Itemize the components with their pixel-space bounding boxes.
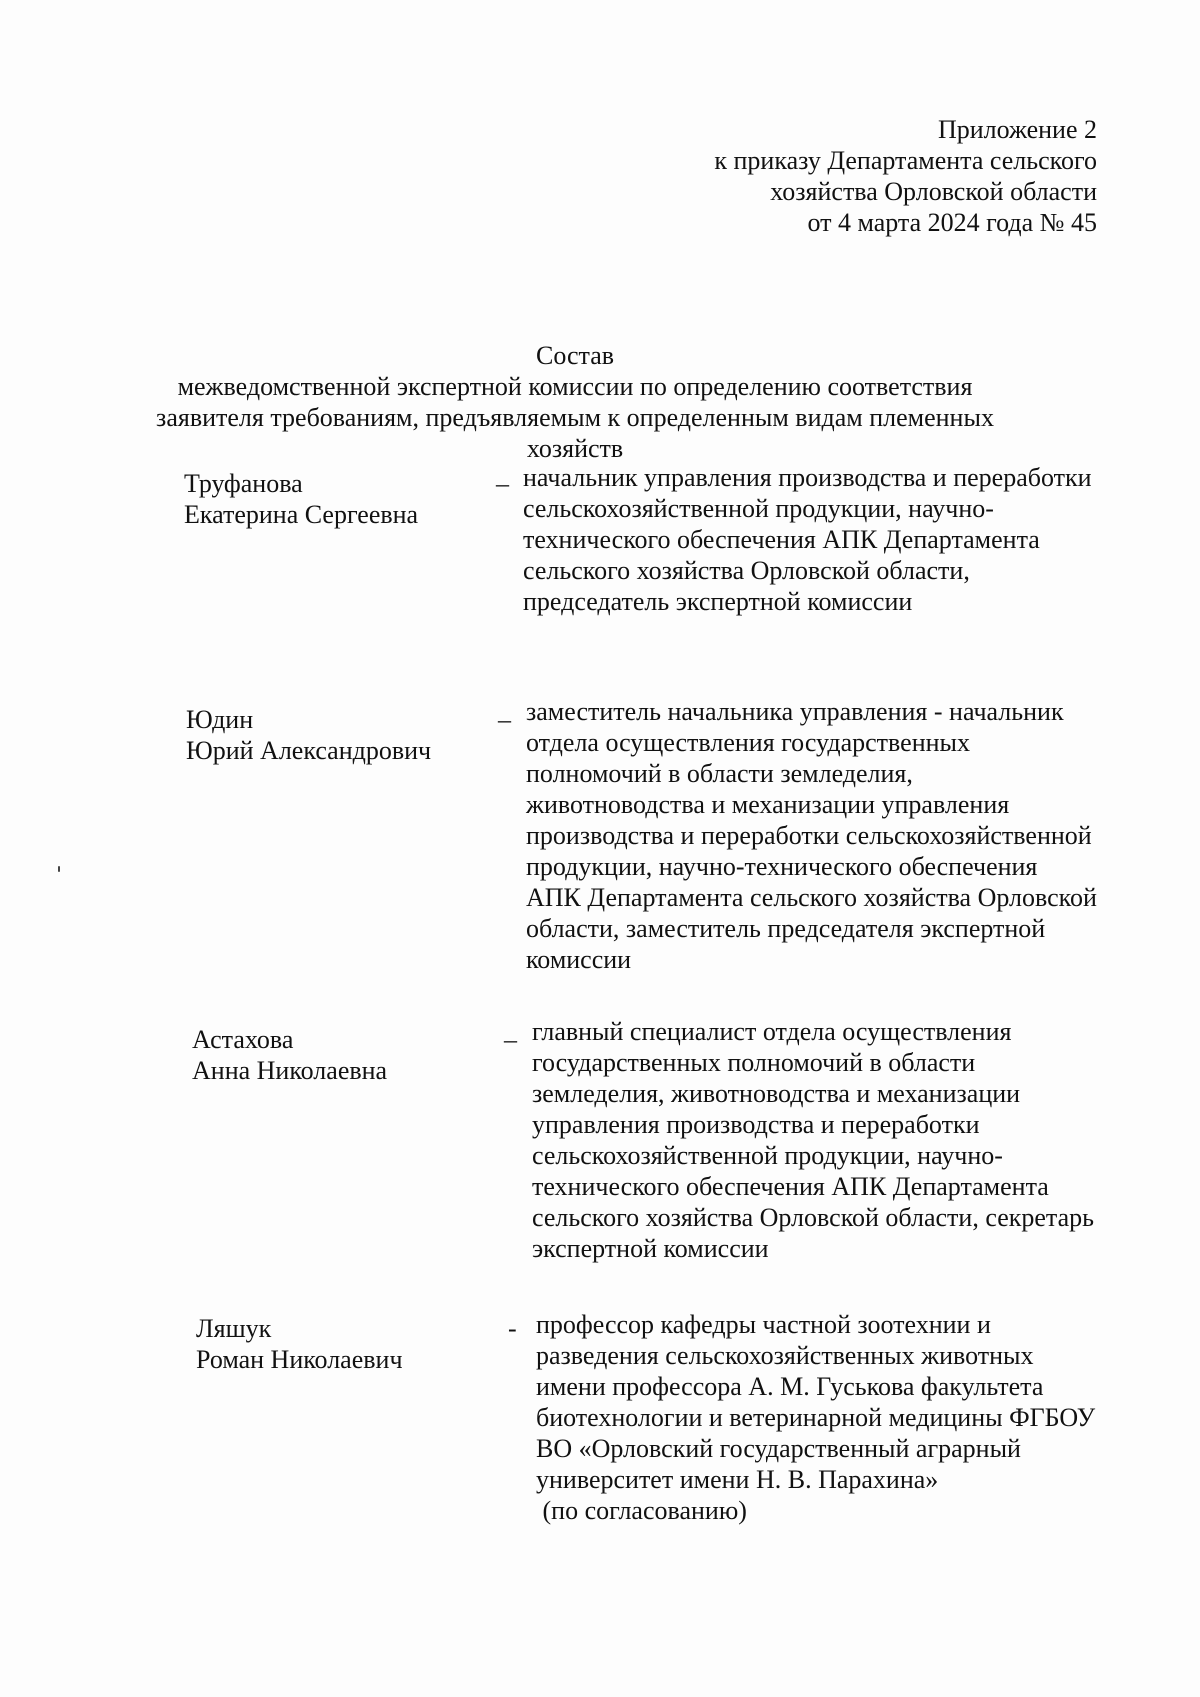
dash-separator: – <box>504 1025 517 1054</box>
header-line: Приложение 2 <box>937 115 1097 144</box>
scan-speck <box>58 866 60 872</box>
description-line: отдела осуществления государственных <box>526 728 971 757</box>
description-line: биотехнологии и ветеринарной медицины ФГБОУ <box>536 1403 1096 1432</box>
description-line: продукции, научно-технического обеспечения <box>526 852 1038 881</box>
member-surname: Труфанова <box>184 469 303 498</box>
description-line: земледелия, животноводства и механизации <box>532 1079 1021 1108</box>
description-line: начальник управления производства и переработки <box>523 463 1092 492</box>
description-line: заместитель начальника управления - начальник <box>526 697 1064 726</box>
member-given-name: Анна Николаевна <box>192 1056 388 1085</box>
title-line: Состав <box>535 341 615 370</box>
description-line: университет имени Н. В. Парахина» <box>536 1465 939 1494</box>
header-line: к приказу Департамента сельского <box>714 146 1097 175</box>
description-line: управления производства и переработки <box>532 1110 980 1139</box>
description-line: полномочий в области земледелия, <box>526 759 913 788</box>
description-line: технического обеспечения АПК Департамента <box>523 525 1040 554</box>
description-line: сельского хозяйства Орловской области, <box>523 556 970 585</box>
description-line: разведения сельскохозяйственных животных <box>536 1341 1034 1370</box>
description-line: председатель экспертной комиссии <box>523 587 913 616</box>
description-line: области, заместитель председателя экспертной <box>526 914 1046 943</box>
description-line: АПК Департамента сельского хозяйства Орловской <box>526 883 1097 912</box>
description-line: имени профессора А. М. Гуськова факультета <box>536 1372 1044 1401</box>
dash-separator: – <box>498 705 511 734</box>
description-line: сельскохозяйственной продукции, научно- <box>523 494 994 523</box>
description-line: производства и переработки сельскохозяйственной <box>526 821 1092 850</box>
title-line: межведомственной экспертной комиссии по определению соответствия <box>177 372 973 401</box>
member-given-name: Екатерина Сергеевна <box>184 500 419 529</box>
description-line: экспертной комиссии <box>532 1234 769 1263</box>
description-line: профессор кафедры частной зоотехнии и <box>536 1310 991 1339</box>
title-line: заявителя требованиям, предъявляемым к определенным видам племенных <box>156 403 994 432</box>
description-line: государственных полномочий в области <box>532 1048 976 1077</box>
description-line: комиссии <box>526 945 632 974</box>
appendix-header <box>577 114 1097 238</box>
member-name <box>184 468 464 530</box>
header-line: хозяйства Орловской области <box>770 177 1097 206</box>
member-surname: Ляшук <box>196 1314 272 1343</box>
member-name <box>192 1024 472 1086</box>
description-line: главный специалист отдела осуществления <box>532 1017 1012 1046</box>
description-line: животноводства и механизации управления <box>526 790 1010 819</box>
member-description <box>532 1016 1172 1264</box>
dash-separator: – <box>496 469 509 498</box>
member-name <box>196 1313 476 1375</box>
member-description <box>526 696 1166 975</box>
member-given-name: Юрий Александрович <box>186 736 432 765</box>
header-line: от 4 марта 2024 года № 45 <box>807 208 1097 237</box>
member-description <box>523 462 1163 617</box>
description-line: сельского хозяйства Орловской области, секретарь <box>532 1203 1094 1232</box>
member-surname: Астахова <box>192 1025 294 1054</box>
member-given-name: Роман Николаевич <box>196 1345 403 1374</box>
document-title <box>150 340 1000 464</box>
description-line: сельскохозяйственной продукции, научно- <box>532 1141 1003 1170</box>
member-name <box>186 704 466 766</box>
description-line: ВО «Орловский государственный аграрный <box>536 1434 1021 1463</box>
member-surname: Юдин <box>186 705 254 734</box>
description-line: технического обеспечения АПК Департамента <box>532 1172 1049 1201</box>
title-line: хозяйств <box>526 434 624 463</box>
member-description <box>536 1309 1176 1526</box>
dash-separator: - <box>508 1314 517 1343</box>
description-line: (по согласованию) <box>536 1496 747 1525</box>
